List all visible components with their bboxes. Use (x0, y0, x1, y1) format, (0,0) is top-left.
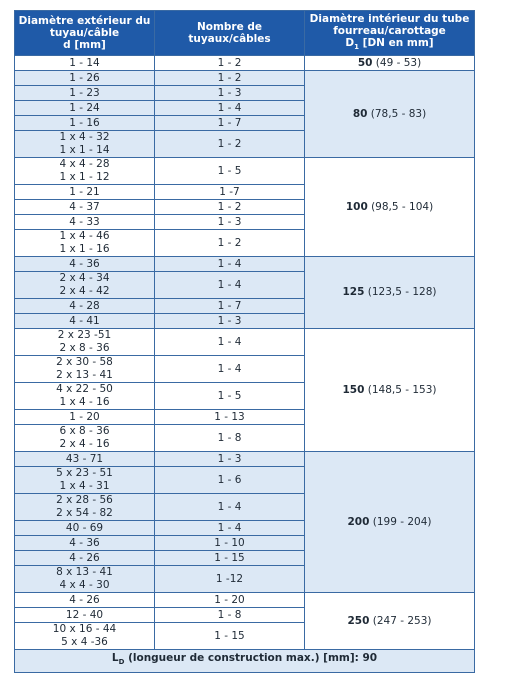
outer-diameter-value: 4 - 33 (69, 215, 100, 228)
inner-diameter-cell (305, 452, 475, 593)
outer-diameter-value: 1 - 23 (69, 86, 100, 99)
outer-diameter-cell (15, 329, 155, 356)
outer-diameter-cell (15, 521, 155, 536)
footer-row (15, 650, 475, 673)
outer-diameter-cell (15, 299, 155, 314)
pipe-count-cell: 1 - 4 (155, 494, 305, 521)
outer-diameter-value: 2 x 30 - 58 (56, 356, 113, 368)
outer-diameter-cell (15, 452, 155, 467)
outer-diameter-value: 8 x 13 - 41 (56, 566, 113, 578)
outer-diameter-value: 2 x 13 - 41 (56, 369, 113, 381)
inner-diameter-range: (123,5 - 128) (364, 286, 437, 298)
pipe-count-cell: 1 - 2 (155, 131, 305, 158)
outer-diameter-cell (15, 467, 155, 494)
table-row (15, 452, 475, 467)
outer-diameter-value: 4 x 4 - 30 (59, 579, 110, 591)
pipe-count-cell: 1 - 3 (155, 215, 305, 230)
inner-diameter-nominal: 100 (345, 200, 368, 213)
outer-diameter-value: 4 - 26 (69, 551, 100, 564)
inner-diameter-nominal: 250 (347, 614, 370, 627)
pipe-count-cell: 1 - 4 (155, 257, 305, 272)
outer-diameter-cell (15, 257, 155, 272)
outer-diameter-cell (15, 272, 155, 299)
header-outer-diameter (15, 11, 155, 56)
header-inner-diameter-line2: fourreau/carottage (333, 24, 446, 37)
outer-diameter-value: 2 x 4 - 16 (59, 438, 110, 450)
outer-diameter-cell (15, 314, 155, 329)
pipe-count-cell: 1 - 3 (155, 86, 305, 101)
pipe-count-cell: 1 - 5 (155, 158, 305, 185)
inner-diameter-range: (199 - 204) (369, 515, 432, 528)
pipe-count-cell: 1 - 3 (155, 314, 305, 329)
pipe-count-cell: 1 - 4 (155, 521, 305, 536)
header-d-unit: [DN en mm] (359, 36, 434, 49)
pipe-count-cell: 1 - 15 (155, 623, 305, 650)
outer-diameter-cell (15, 230, 155, 257)
outer-diameter-value: 1 - 26 (69, 71, 100, 84)
outer-diameter-value: 1 x 1 - 14 (59, 144, 110, 156)
pipe-count-cell: 1 - 8 (155, 608, 305, 623)
pipe-count-cell: 1 -7 (155, 185, 305, 200)
table-row (15, 71, 475, 86)
outer-diameter-value: 2 x 28 - 56 (56, 494, 113, 506)
inner-diameter-cell (305, 158, 475, 257)
table-row (15, 257, 475, 272)
outer-diameter-value: 1 x 4 - 32 (59, 131, 110, 143)
outer-diameter-cell (15, 410, 155, 425)
inner-diameter-cell (305, 593, 475, 650)
inner-diameter-range: (49 - 53) (372, 56, 422, 69)
outer-diameter-cell (15, 200, 155, 215)
outer-diameter-cell (15, 356, 155, 383)
pipe-count-cell: 1 - 4 (155, 356, 305, 383)
outer-diameter-value: 6 x 8 - 36 (59, 425, 110, 437)
inner-diameter-cell (305, 56, 475, 71)
outer-diameter-value: 2 x 4 - 42 (59, 285, 110, 297)
header-outer-diameter-line3: d [mm] (63, 39, 106, 51)
pipe-count-cell: 1 - 6 (155, 467, 305, 494)
footer-subscript: D (118, 658, 125, 667)
outer-diameter-cell (15, 215, 155, 230)
outer-diameter-cell (15, 158, 155, 185)
outer-diameter-value: 5 x 23 - 51 (56, 467, 113, 479)
header-outer-diameter-line2: tuyau/câble (49, 27, 120, 39)
outer-diameter-value: 1 - 21 (69, 185, 100, 198)
outer-diameter-cell (15, 86, 155, 101)
outer-diameter-cell (15, 536, 155, 551)
header-d-subscript: 1 (354, 43, 360, 52)
outer-diameter-value: 1 x 4 - 16 (59, 396, 110, 408)
footer-symbol: L (111, 652, 119, 665)
inner-diameter-range: (98,5 - 104) (367, 200, 434, 213)
inner-diameter-range: (148,5 - 153) (364, 383, 437, 396)
outer-diameter-cell (15, 116, 155, 131)
outer-diameter-value: 40 - 69 (65, 521, 104, 534)
outer-diameter-cell (15, 425, 155, 452)
inner-diameter-range: (247 - 253) (369, 614, 432, 627)
outer-diameter-value: 1 - 20 (69, 410, 100, 423)
header-pipe-count: Nombre de tuyaux/câbles (155, 11, 305, 56)
outer-diameter-value: 43 - 71 (65, 452, 104, 465)
pipe-count-cell: 1 - 2 (155, 56, 305, 71)
table-body (15, 56, 475, 650)
outer-diameter-cell (15, 608, 155, 623)
outer-diameter-value: 4 - 26 (69, 593, 100, 606)
inner-diameter-nominal: 200 (347, 515, 370, 528)
table-row (15, 56, 475, 71)
pipe-count-cell: 1 - 4 (155, 101, 305, 116)
pipe-count-cell: 1 - 7 (155, 299, 305, 314)
outer-diameter-value: 5 x 4 -36 (61, 636, 108, 648)
pipe-count-cell: 1 - 8 (155, 425, 305, 452)
outer-diameter-value: 4 - 41 (69, 314, 100, 327)
outer-diameter-cell (15, 551, 155, 566)
pipe-count-cell: 1 - 5 (155, 383, 305, 410)
pipe-count-cell: 1 - 2 (155, 230, 305, 257)
pipe-count-cell: 1 - 2 (155, 71, 305, 86)
outer-diameter-value: 1 - 16 (69, 116, 100, 129)
header-inner-diameter-line3 (305, 37, 474, 53)
pipe-count-cell: 1 - 2 (155, 200, 305, 215)
outer-diameter-value: 1 - 14 (69, 56, 100, 69)
outer-diameter-value: 2 x 54 - 82 (56, 507, 113, 519)
outer-diameter-value: 1 x 1 - 12 (59, 171, 110, 183)
pipe-count-cell: 1 - 7 (155, 116, 305, 131)
outer-diameter-value: 4 x 22 - 50 (56, 383, 113, 395)
outer-diameter-cell (15, 593, 155, 608)
header-d-symbol: D (345, 36, 355, 49)
outer-diameter-value: 4 x 4 - 28 (59, 158, 110, 170)
pipe-count-cell: 1 - 20 (155, 593, 305, 608)
footer-text: (longueur de construction max.) [mm]: 90 (124, 652, 378, 665)
outer-diameter-value: 1 x 1 - 16 (59, 243, 110, 255)
pipe-count-cell: 1 - 10 (155, 536, 305, 551)
outer-diameter-value: 1 - 24 (69, 101, 100, 114)
outer-diameter-value: 1 x 4 - 46 (59, 230, 110, 242)
pipe-count-cell: 1 - 4 (155, 329, 305, 356)
inner-diameter-nominal: 50 (357, 56, 373, 69)
header-inner-diameter-line1: Diamètre intérieur du tube (309, 12, 470, 25)
outer-diameter-value: 2 x 8 - 36 (59, 342, 110, 354)
inner-diameter-nominal: 80 (352, 107, 368, 120)
pipe-sizing-table (14, 10, 475, 673)
outer-diameter-value: 2 x 23 -51 (57, 329, 112, 341)
outer-diameter-cell (15, 494, 155, 521)
inner-diameter-cell (305, 329, 475, 452)
outer-diameter-value: 10 x 16 - 44 (52, 623, 117, 635)
outer-diameter-cell (15, 101, 155, 116)
table-row (15, 329, 475, 356)
inner-diameter-nominal: 150 (342, 383, 365, 396)
header-outer-diameter-line1: Diamètre extérieur du (18, 15, 151, 27)
construction-length-note (15, 650, 475, 673)
header-row (15, 11, 475, 56)
outer-diameter-cell (15, 71, 155, 86)
outer-diameter-value: 4 - 36 (69, 536, 100, 549)
table-row (15, 158, 475, 185)
outer-diameter-value: 4 - 37 (69, 200, 100, 213)
outer-diameter-value: 12 - 40 (65, 608, 104, 621)
outer-diameter-cell (15, 383, 155, 410)
outer-diameter-cell (15, 56, 155, 71)
pipe-count-cell: 1 - 13 (155, 410, 305, 425)
outer-diameter-cell (15, 566, 155, 593)
inner-diameter-cell (305, 71, 475, 158)
outer-diameter-cell (15, 623, 155, 650)
outer-diameter-value: 4 - 36 (69, 257, 100, 270)
pipe-count-cell: 1 - 3 (155, 452, 305, 467)
inner-diameter-range: (78,5 - 83) (367, 107, 427, 120)
inner-diameter-nominal: 125 (342, 286, 365, 298)
pipe-count-cell: 1 - 15 (155, 551, 305, 566)
outer-diameter-value: 4 - 28 (69, 299, 100, 312)
pipe-count-cell: 1 - 4 (155, 272, 305, 299)
outer-diameter-value: 1 x 4 - 31 (59, 480, 110, 492)
inner-diameter-cell (305, 257, 475, 329)
outer-diameter-cell (15, 185, 155, 200)
outer-diameter-cell (15, 131, 155, 158)
table-row (15, 593, 475, 608)
pipe-count-cell: 1 -12 (155, 566, 305, 593)
header-inner-diameter (305, 11, 475, 56)
outer-diameter-value: 2 x 4 - 34 (59, 272, 110, 284)
